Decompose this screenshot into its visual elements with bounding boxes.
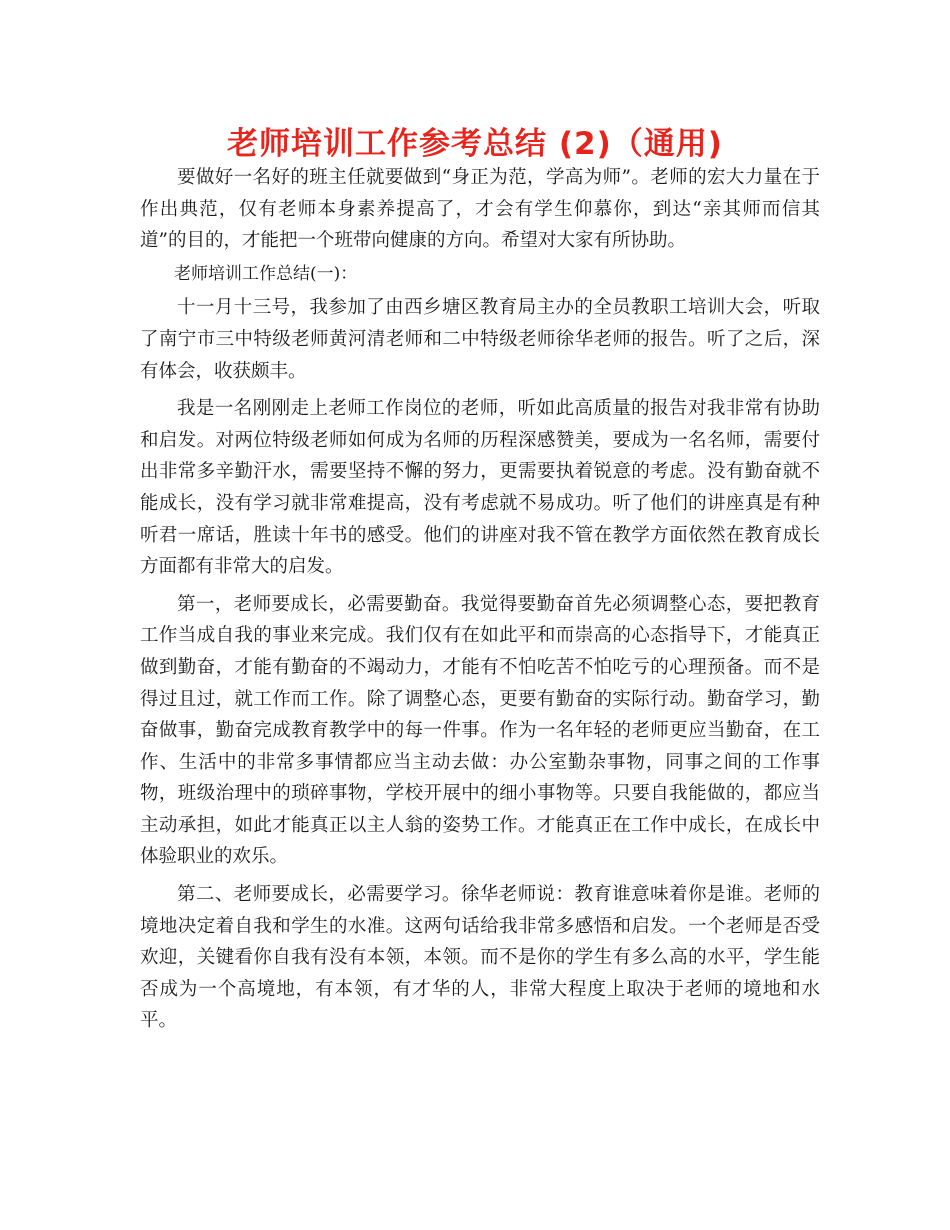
body-paragraph: 我是一名刚刚走上老师工作岗位的老师，听如此高质量的报告对我非常有协助和启发。对两位特级老师如何成为名师的历程深感赞美，要成为一名名师，需要付出非常多辛勤汗水，需要坚持不懈的努力，更需要执着锐意的考虑。没有勤奋就不能成长，没有学习就非常难提高，没有考虑就不易成功。听了他们的讲座真是有种听君一席话，胜读十年书的感受。他们的讲座对我不管在教学方面依然在教育成长方面都有非常大的启发。 — [140, 398, 820, 578]
section-heading: 老师培训工作总结(一)： — [174, 263, 358, 284]
body-paragraph: 第二、老师要成长，必需要学习。徐华老师说：教育谁意味着你是谁。老师的境地决定着自我和学生的水准。这两句话给我非常多感悟和启发。一个老师是否受欢迎，关键看你自我有没有本领，本领。而不是你的学生有多么高的水平，学生能否成为一个高境地，有本领，有才华的人，非常大程度上取决于老师的境地和水平。 — [140, 884, 820, 1032]
intro-paragraph: 要做好一名好的班主任就要做到“身正为范，学高为师”。老师的宏大力量在于作出典范，仅有老师本身素养提高了，才会有学生仰慕你，到达“亲其师而信其道”的目的，才能把一个班带向健康的方向。希望对大家有所协助。 — [140, 167, 820, 252]
document-body — [140, 162, 820, 1037]
body-paragraph: 第一，老师要成长，必需要勤奋。我觉得要勤奋首先必须调整心态，要把教育工作当成自我的事业来完成。我们仅有在如此平和而崇高的心态指导下，才能真正做到勤奋，才能有勤奋的不竭动力，才能有不怕吃苦不怕吃亏的心理预备。而不是得过且过，就工作而工作。除了调整心态，更要有勤奋的实际行动。勤奋学习，勤奋做事，勤奋完成教育教学中的每一件事。作为一名年轻的老师更应当勤奋，在工作、生活中的非常多事情都应当主动去做：办公室勤杂事物，同事之间的工作事物，班级治理中的琐碎事物，学校开展中的细小事物等。只要自我能做的，都应当主动承担，如此才能真正以主人翁的姿势工作。才能真正在工作中成长，在成长中体验职业的欢乐。 — [140, 593, 820, 868]
body-paragraph: 十一月十三号，我参加了由西乡塘区教育局主办的全员教职工培训大会，听取了南宁市三中特级老师黄河清老师和二中特级老师徐华老师的报告。听了之后，深有体会，收获颇丰。 — [140, 297, 820, 382]
document-title: 老师培训工作参考总结 (2)（通用) — [227, 126, 723, 162]
